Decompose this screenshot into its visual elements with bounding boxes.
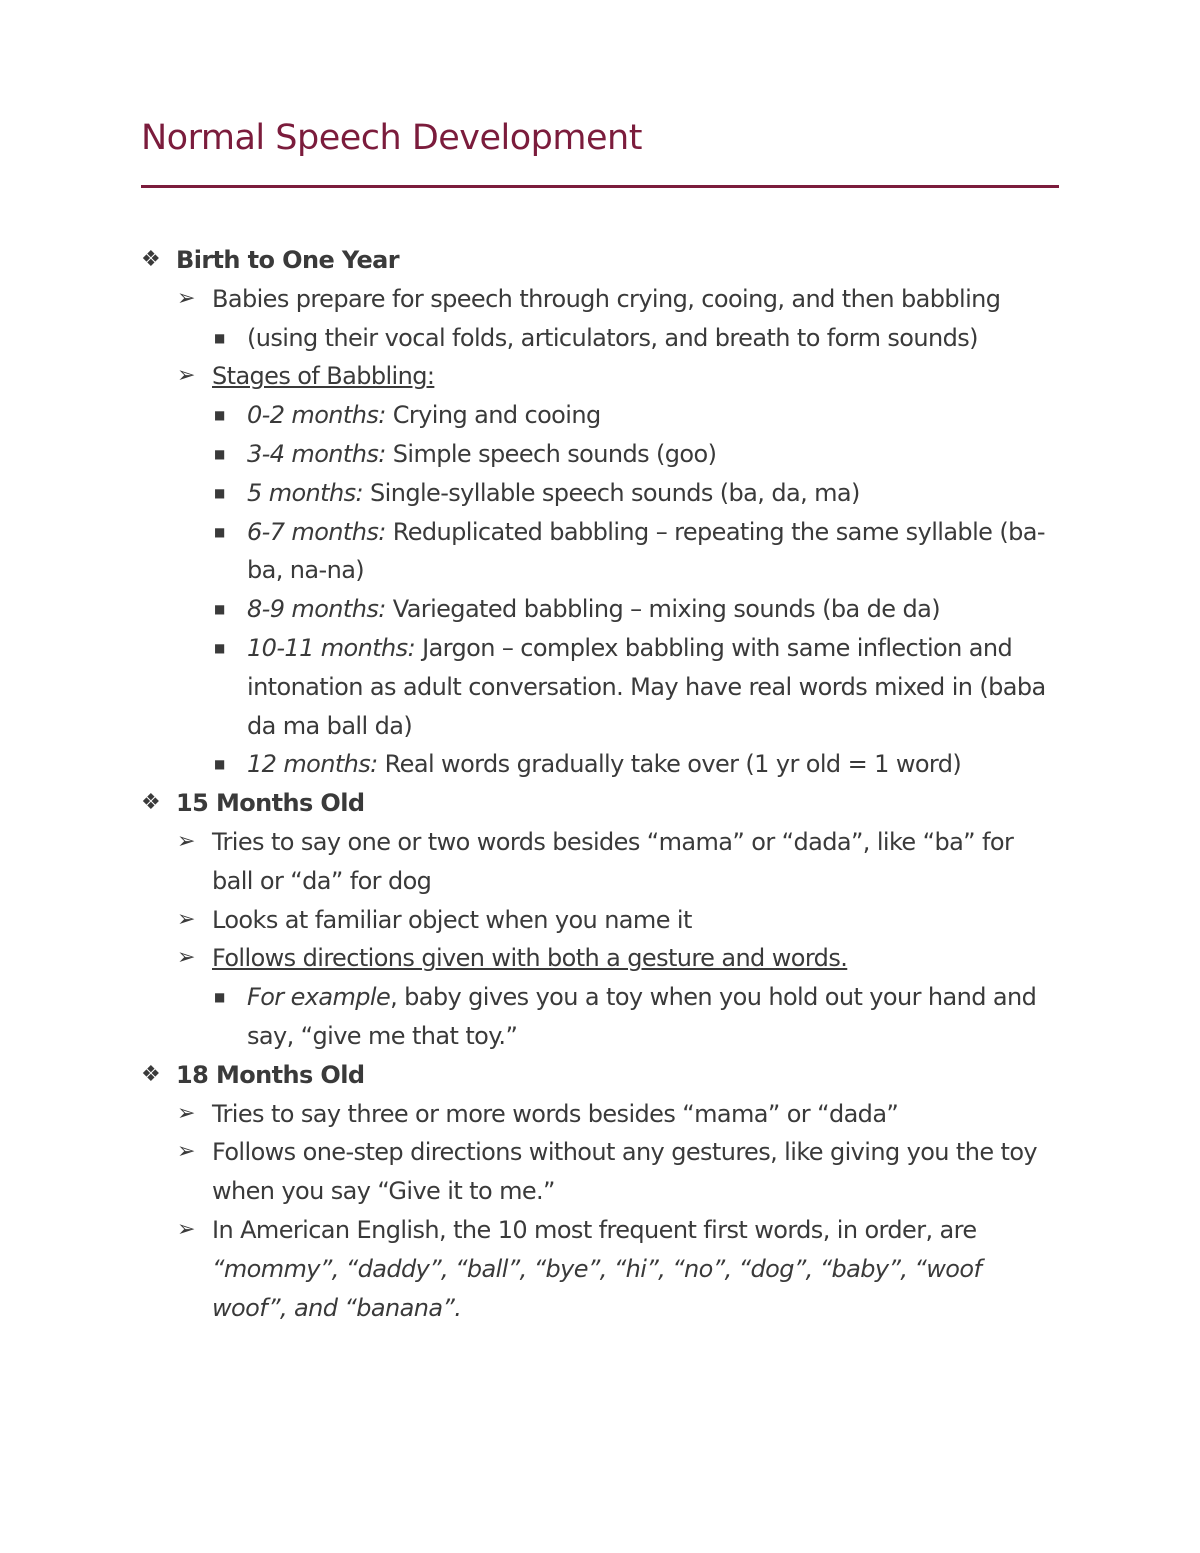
stage-age: 3-4 months: — [247, 439, 386, 468]
diamond-bullet-icon: ❖ — [141, 790, 161, 816]
diamond-bullet-icon: ❖ — [141, 1061, 161, 1087]
list-item-text: In American English, the 10 most frequent first words, in order, are — [212, 1215, 977, 1244]
example-lead: For example — [247, 983, 391, 1012]
arrow-bullet-icon: ➢ — [177, 1100, 195, 1126]
stage-item — [141, 513, 1061, 591]
first-words-list: “mommy”, “daddy”, “ball”, “bye”, “hi”, “no”, “dog”, “baby”, “woof woof”, and “banana”. — [212, 1254, 982, 1322]
stage-text: Real words gradually take over (1 yr old = 1 word) — [377, 750, 962, 779]
list-item-text: Tries to say three or more words besides “mama” or “dada” — [212, 1099, 899, 1128]
example-item — [141, 978, 1061, 1056]
stage-item — [141, 590, 1061, 629]
stage-age: 5 months: — [247, 478, 363, 507]
square-bullet-icon: ■ — [214, 446, 225, 461]
stage-text: Jargon – complex babbling with same inflection and intonation as adult conversation. May have real words mixed in (baba da ma ball da) — [247, 633, 1046, 740]
list-item — [141, 1211, 1061, 1327]
example-text: , baby gives you a toy when you hold out your hand and say, “give me that toy.” — [247, 983, 1037, 1050]
stages-heading: Stages of Babbling: — [212, 362, 435, 391]
arrow-bullet-icon: ➢ — [177, 906, 195, 932]
square-bullet-icon: ■ — [214, 990, 225, 1005]
list-item-text: Babies prepare for speech through crying, cooing, and then babbling — [212, 284, 1001, 313]
arrow-bullet-icon: ➢ — [177, 285, 195, 311]
section-heading-text: 18 Months Old — [176, 1060, 365, 1089]
page-title: Normal Speech Development — [141, 118, 642, 158]
list-item — [141, 939, 1061, 978]
stage-item — [141, 435, 1061, 474]
document-body — [141, 241, 1061, 1327]
list-item-text: Tries to say one or two words besides “mama” or “dada”, like “ba” for ball or “da” for dog — [212, 827, 1014, 895]
list-item — [141, 823, 1061, 901]
arrow-bullet-icon: ➢ — [177, 945, 195, 971]
stage-age: 0-2 months: — [247, 401, 386, 430]
arrow-bullet-icon: ➢ — [177, 828, 195, 854]
stage-age: 10-11 months: — [247, 633, 416, 662]
list-item-text: Follows directions given with both a gesture and words. — [212, 944, 848, 973]
arrow-bullet-icon: ➢ — [177, 1216, 195, 1242]
diamond-bullet-icon: ❖ — [141, 247, 161, 272]
stage-age: 12 months: — [247, 750, 378, 779]
list-item — [141, 901, 1061, 940]
stage-text: Crying and cooing — [385, 401, 601, 430]
arrow-bullet-icon: ➢ — [177, 363, 195, 389]
stage-item — [141, 474, 1061, 513]
list-item-text: Follows one-step directions without any gestures, like giving you the toy when you say “Give it to me.” — [212, 1138, 1038, 1206]
stage-text: Simple speech sounds (goo) — [385, 439, 717, 468]
stage-text: Reduplicated babbling – repeating the same syllable (ba-ba, na-na) — [247, 517, 1045, 585]
square-bullet-icon: ■ — [214, 757, 225, 772]
stage-item — [141, 745, 1061, 784]
list-item-text: (using their vocal folds, articulators, and breath to form sounds) — [247, 323, 978, 352]
stage-item — [141, 629, 1061, 745]
section-heading — [141, 784, 1061, 823]
stage-text: Variegated babbling – mixing sounds (ba de da) — [385, 595, 940, 624]
section-heading-text: 15 Months Old — [176, 789, 365, 818]
list-item-text: Looks at familiar object when you name it — [212, 905, 692, 934]
section-heading — [141, 241, 1061, 280]
section-heading-text: Birth to One Year — [176, 246, 399, 274]
list-item — [141, 357, 1061, 396]
square-bullet-icon: ■ — [214, 524, 225, 539]
list-item — [141, 319, 1061, 358]
square-bullet-icon: ■ — [214, 485, 225, 500]
list-item — [141, 1133, 1061, 1211]
arrow-bullet-icon: ➢ — [177, 1139, 195, 1165]
section-heading — [141, 1056, 1061, 1095]
title-divider — [141, 185, 1059, 188]
stage-item — [141, 396, 1061, 435]
square-bullet-icon: ■ — [214, 408, 225, 423]
square-bullet-icon: ■ — [214, 602, 225, 617]
list-item — [141, 1095, 1061, 1134]
list-item — [141, 280, 1061, 319]
stage-age: 8-9 months: — [247, 595, 386, 624]
square-bullet-icon: ■ — [214, 330, 225, 345]
square-bullet-icon: ■ — [214, 640, 225, 655]
stage-age: 6-7 months: — [247, 517, 386, 546]
stage-text: Single-syllable speech sounds (ba, da, ma) — [362, 478, 860, 507]
